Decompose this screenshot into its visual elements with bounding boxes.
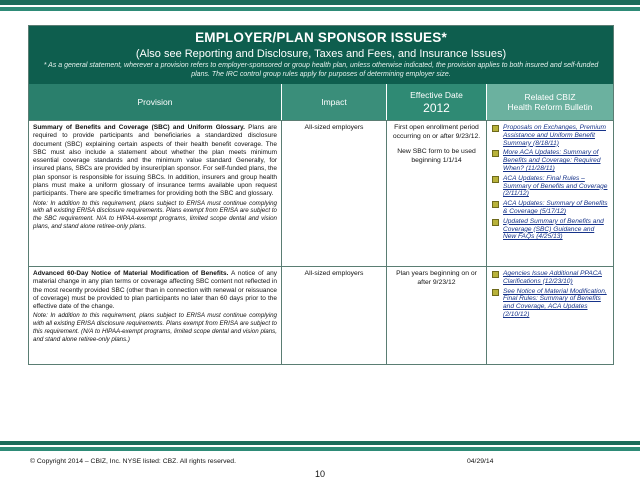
footer-date: 04/29/14 <box>467 458 494 465</box>
bulletin-link[interactable]: ACA Updates: Final Rules – Summary of Benefits and Coverage (2/11/12) <box>492 175 609 198</box>
effective-cell: Plan years beginning on or after 9/23/12 <box>387 267 487 364</box>
general-note: * As a general statement, wherever a provision refers to employer-sponsored or group health plan, unless otherwise indicated, the provision applies to both insured and self-funded plans. The IRC control group rules apply for purposes of determining employer size. <box>43 62 599 78</box>
top-decorative-stripe <box>0 0 640 14</box>
provision-cell: Advanced 60-Day Notice of Material Modification of Benefits. A notice of any material change in any plan terms or coverage affecting SBC content not reflected in the most recently provided SBC (other than in connection with renewal or reissuance of coverage) must be provided to plan participants no later than 60 days prior to the effective date of the change. Note: In addition to this requirement, plans subject to ERISA must continue complying with all existing ERISA disclosure requirements. Plans exempt from ERISA are subject to this requirement. (N/A to HIPAA-exempt programs, limited scope dental and vision plans, and stand alone retiree-only plans.) <box>29 267 282 364</box>
bulletin-link[interactable]: See Notice of Material Modification, Final Rules: Summary of Benefits and Coverage, ACA Updates (2/10/12) <box>492 288 609 319</box>
impact-cell: All-sized employers <box>282 267 387 364</box>
provision-note: Note: In addition to this requirement, plans subject to ERISA must continue complying with all existing ERISA disclosure requirements. Plans exempt from ERISA are subject to this requirement. (N/A to HIPAA-exempt programs, limited scope dental and vision plans, and stand alone retiree-only plans.) <box>33 312 277 343</box>
provision-cell: Summary of Benefits and Coverage (SBC) and Uniform Glossary. Plans are required to provide participants and beneficiaries a standardized disclosure document (SBC) explaining certain aspects of their health benefit coverage. The SBC must also include a statement about whether the plan meets minimum essential coverage standards and the minimum value standard Generally, for insured plans, SBCs are provided by insurer/plan sponsor. For self-funded plans, the plan sponsor is responsible for issuing SBCs. In addition, insurers and group health plans must make a uniform glossary of insurance terms available upon request participants. There are specific timeframes for providing both the SBC and glossary. Note: In addition to this requirement, plans subject to ERISA must continue complying with all existing ERISA disclosure requirements. Plans exempt from ERISA are subject to the SBC requirement. N/A to HIPAA-exempt programs, limited scope dental and vision plans, and stand alone retiree-only plans. <box>29 121 282 266</box>
issues-table <box>28 25 614 365</box>
bulletin-link[interactable]: Updated Summary of Benefits and Coverage (SBC) Guidance and New FAQs (4/25/13) <box>492 218 609 241</box>
table-row <box>29 120 613 266</box>
bulletin-link[interactable]: Proposals on Exchanges, Premium Assistance and Uniform Benefit Summary (8/18/11) <box>492 124 609 147</box>
bulletin-cell <box>487 267 613 364</box>
col-header-provision: Provision <box>29 84 282 120</box>
column-header-row <box>29 84 613 120</box>
provision-note: Note: In addition to this requirement, plans subject to ERISA must continue complying with all existing ERISA disclosure requirements. Plans exempt from ERISA are subject to the SBC requirement. N/A to HIPAA-exempt programs, limited scope dental and vision plans, and stand alone retiree-only plans. <box>33 199 277 231</box>
bulletin-cell <box>487 121 613 266</box>
bulletin-link[interactable]: Agencies Issue Additional PPACA Clarifications (12/23/10) <box>492 270 609 286</box>
col-header-effective-date: Effective Date 2012 <box>387 84 487 120</box>
impact-cell: All-sized employers <box>282 121 387 266</box>
effective-year: 2012 <box>423 100 450 115</box>
bulletin-link[interactable]: More ACA Updates: Summary of Benefits and Coverage: Required When? (11/28/11) <box>492 149 609 172</box>
col-header-impact: Impact <box>282 84 387 120</box>
page-number: 10 <box>314 469 325 479</box>
page-subtitle: (Also see Reporting and Disclosure, Taxes and Fees, and Insurance Issues) <box>135 48 507 60</box>
effective-cell: First open enrollment period occurring on or after 9/23/12. New SBC form to be used beginning 1/1/14 <box>387 121 487 266</box>
bulletin-link[interactable]: ACA Updates: Summary of Benefits & Coverage (5/17/12) <box>492 200 609 216</box>
bottom-decorative-stripe <box>0 441 640 451</box>
col-header-related-bulletin: Related CBIZ Health Reform Bulletin <box>487 84 613 120</box>
copyright-text: © Copyright 2014 – CBIZ, Inc. NYSE listed: CBZ. All rights reserved. <box>30 458 236 465</box>
page-title: EMPLOYER/PLAN SPONSOR ISSUES* <box>195 30 447 45</box>
table-row <box>29 266 613 364</box>
title-band <box>29 26 613 84</box>
